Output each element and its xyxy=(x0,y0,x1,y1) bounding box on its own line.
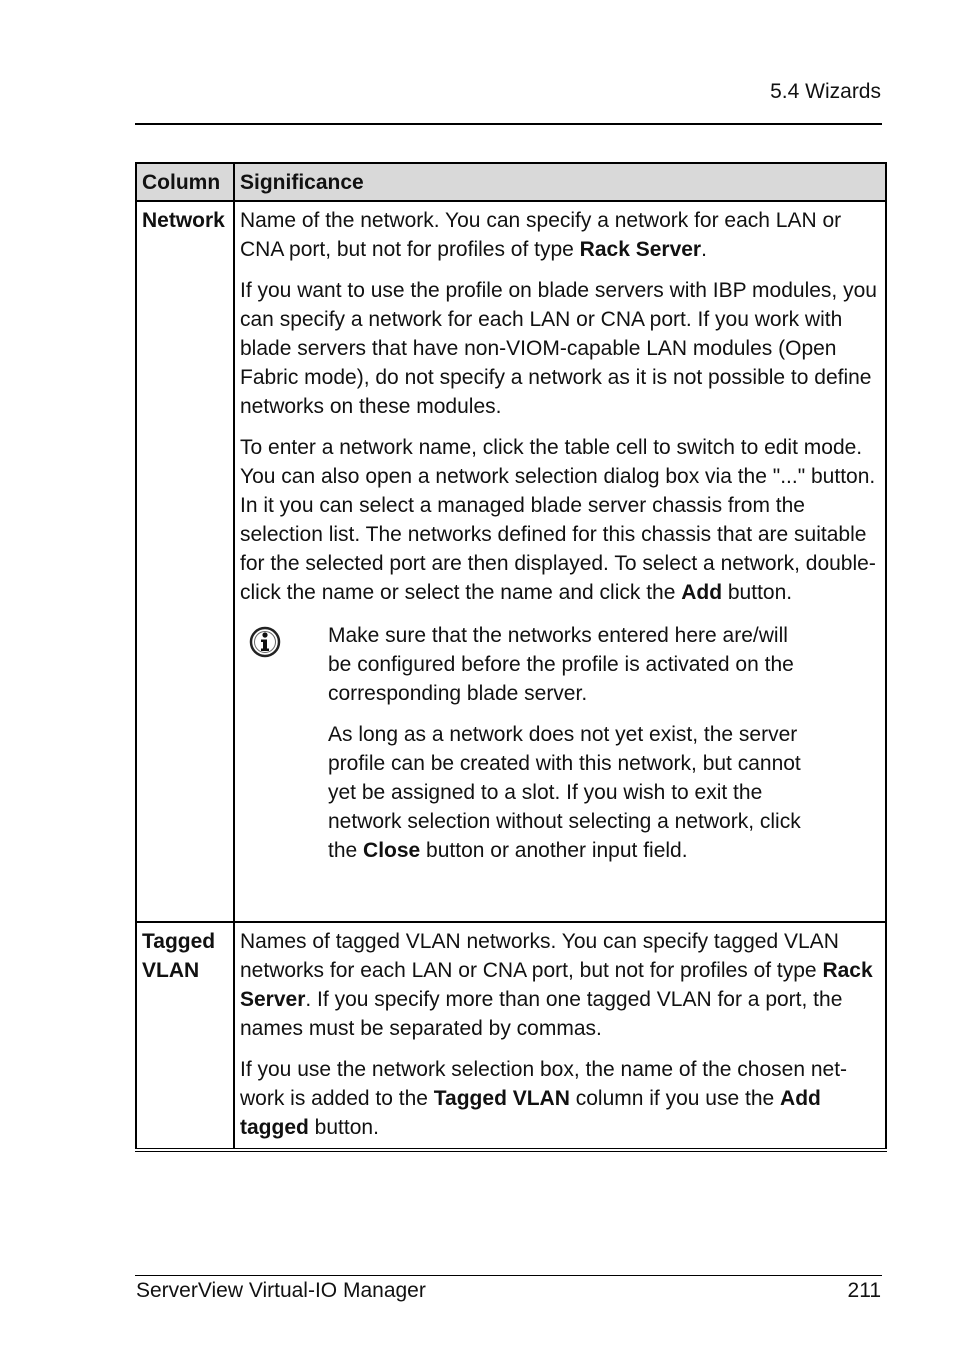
text: If you use the network selection box, the name of the chosen net-work is added to the xyxy=(240,1058,848,1110)
row-significance-tagged-vlan xyxy=(234,922,886,1150)
footer-title: ServerView Virtual-IO Manager xyxy=(136,1279,426,1302)
text: Names of tagged VLAN networks. You can specify tagged VLAN networks for each LAN or CNA port, but not for profiles of type xyxy=(240,930,839,982)
bold-term: Add xyxy=(681,581,723,604)
text: . xyxy=(701,238,707,261)
text: button. xyxy=(722,581,793,604)
significance-table xyxy=(135,162,887,1152)
text: As long as a network does not yet exist, the server profile can be created with this network, but cannot yet be assigned to a slot. If you wish to exit the network selection without selecting a network, click the xyxy=(328,723,801,862)
row-significance-network xyxy=(234,201,886,922)
page-number: 211 xyxy=(847,1279,881,1302)
row-name-network: Network xyxy=(136,201,234,922)
paragraph: If you want to use the profile on blade servers with IBP modules, you can specify a network for each LAN or CNA port. If you work with blade servers that have non-VIOM-capable LAN modules (Open Fabric mode), do not specify a network as it is not possible to define networks on these modules. xyxy=(240,279,877,418)
paragraph xyxy=(240,927,880,1043)
bold-term: Add tagged xyxy=(240,1087,821,1139)
text: . If you specify more than one tagged VLAN for a port, the names must be separated by commas. xyxy=(240,988,843,1040)
paragraph: Make sure that the networks entered here are/will be configured before the profile is activated on the corresponding blade server. xyxy=(328,624,794,705)
paragraph xyxy=(328,720,808,865)
text: To enter a network name, click the table cell to switch to edit mode. You can also open a network selection dialog box via the "..." button. In it you can select a managed blade server chassis from the selection list. The networks defined for this chassis that are suitable for the selected port are then displayed. To select a network, double-click the name or select the name and click the xyxy=(240,436,876,604)
info-icon xyxy=(240,621,328,865)
text: column if you use the xyxy=(569,1087,781,1110)
column-header-significance: Significance xyxy=(234,163,886,201)
table-header-row xyxy=(136,163,886,201)
bold-term: Tagged VLAN xyxy=(433,1087,570,1110)
row-name-tagged-vlan: Tagged VLAN xyxy=(136,922,234,1150)
bold-term: Close xyxy=(363,839,421,862)
text: button or another input field. xyxy=(420,839,688,862)
paragraph xyxy=(240,1055,880,1142)
footer-rule xyxy=(135,1275,882,1276)
paragraph xyxy=(240,433,880,607)
text: button. xyxy=(308,1116,379,1139)
bold-term: Rack Server xyxy=(579,238,702,261)
bold-term: Rack Server xyxy=(240,959,873,1011)
header-rule xyxy=(135,123,882,125)
table-row-tagged-vlan xyxy=(136,922,886,1150)
paragraph xyxy=(240,206,880,264)
info-note xyxy=(240,621,880,865)
note-text xyxy=(328,621,808,865)
table-row-network xyxy=(136,201,886,922)
running-header: 5.4 Wizards xyxy=(770,80,881,103)
text: Name of the network. You can specify a network for each LAN or CNA port, but not for profiles of type xyxy=(240,209,842,261)
column-header-column: Column xyxy=(136,163,234,201)
